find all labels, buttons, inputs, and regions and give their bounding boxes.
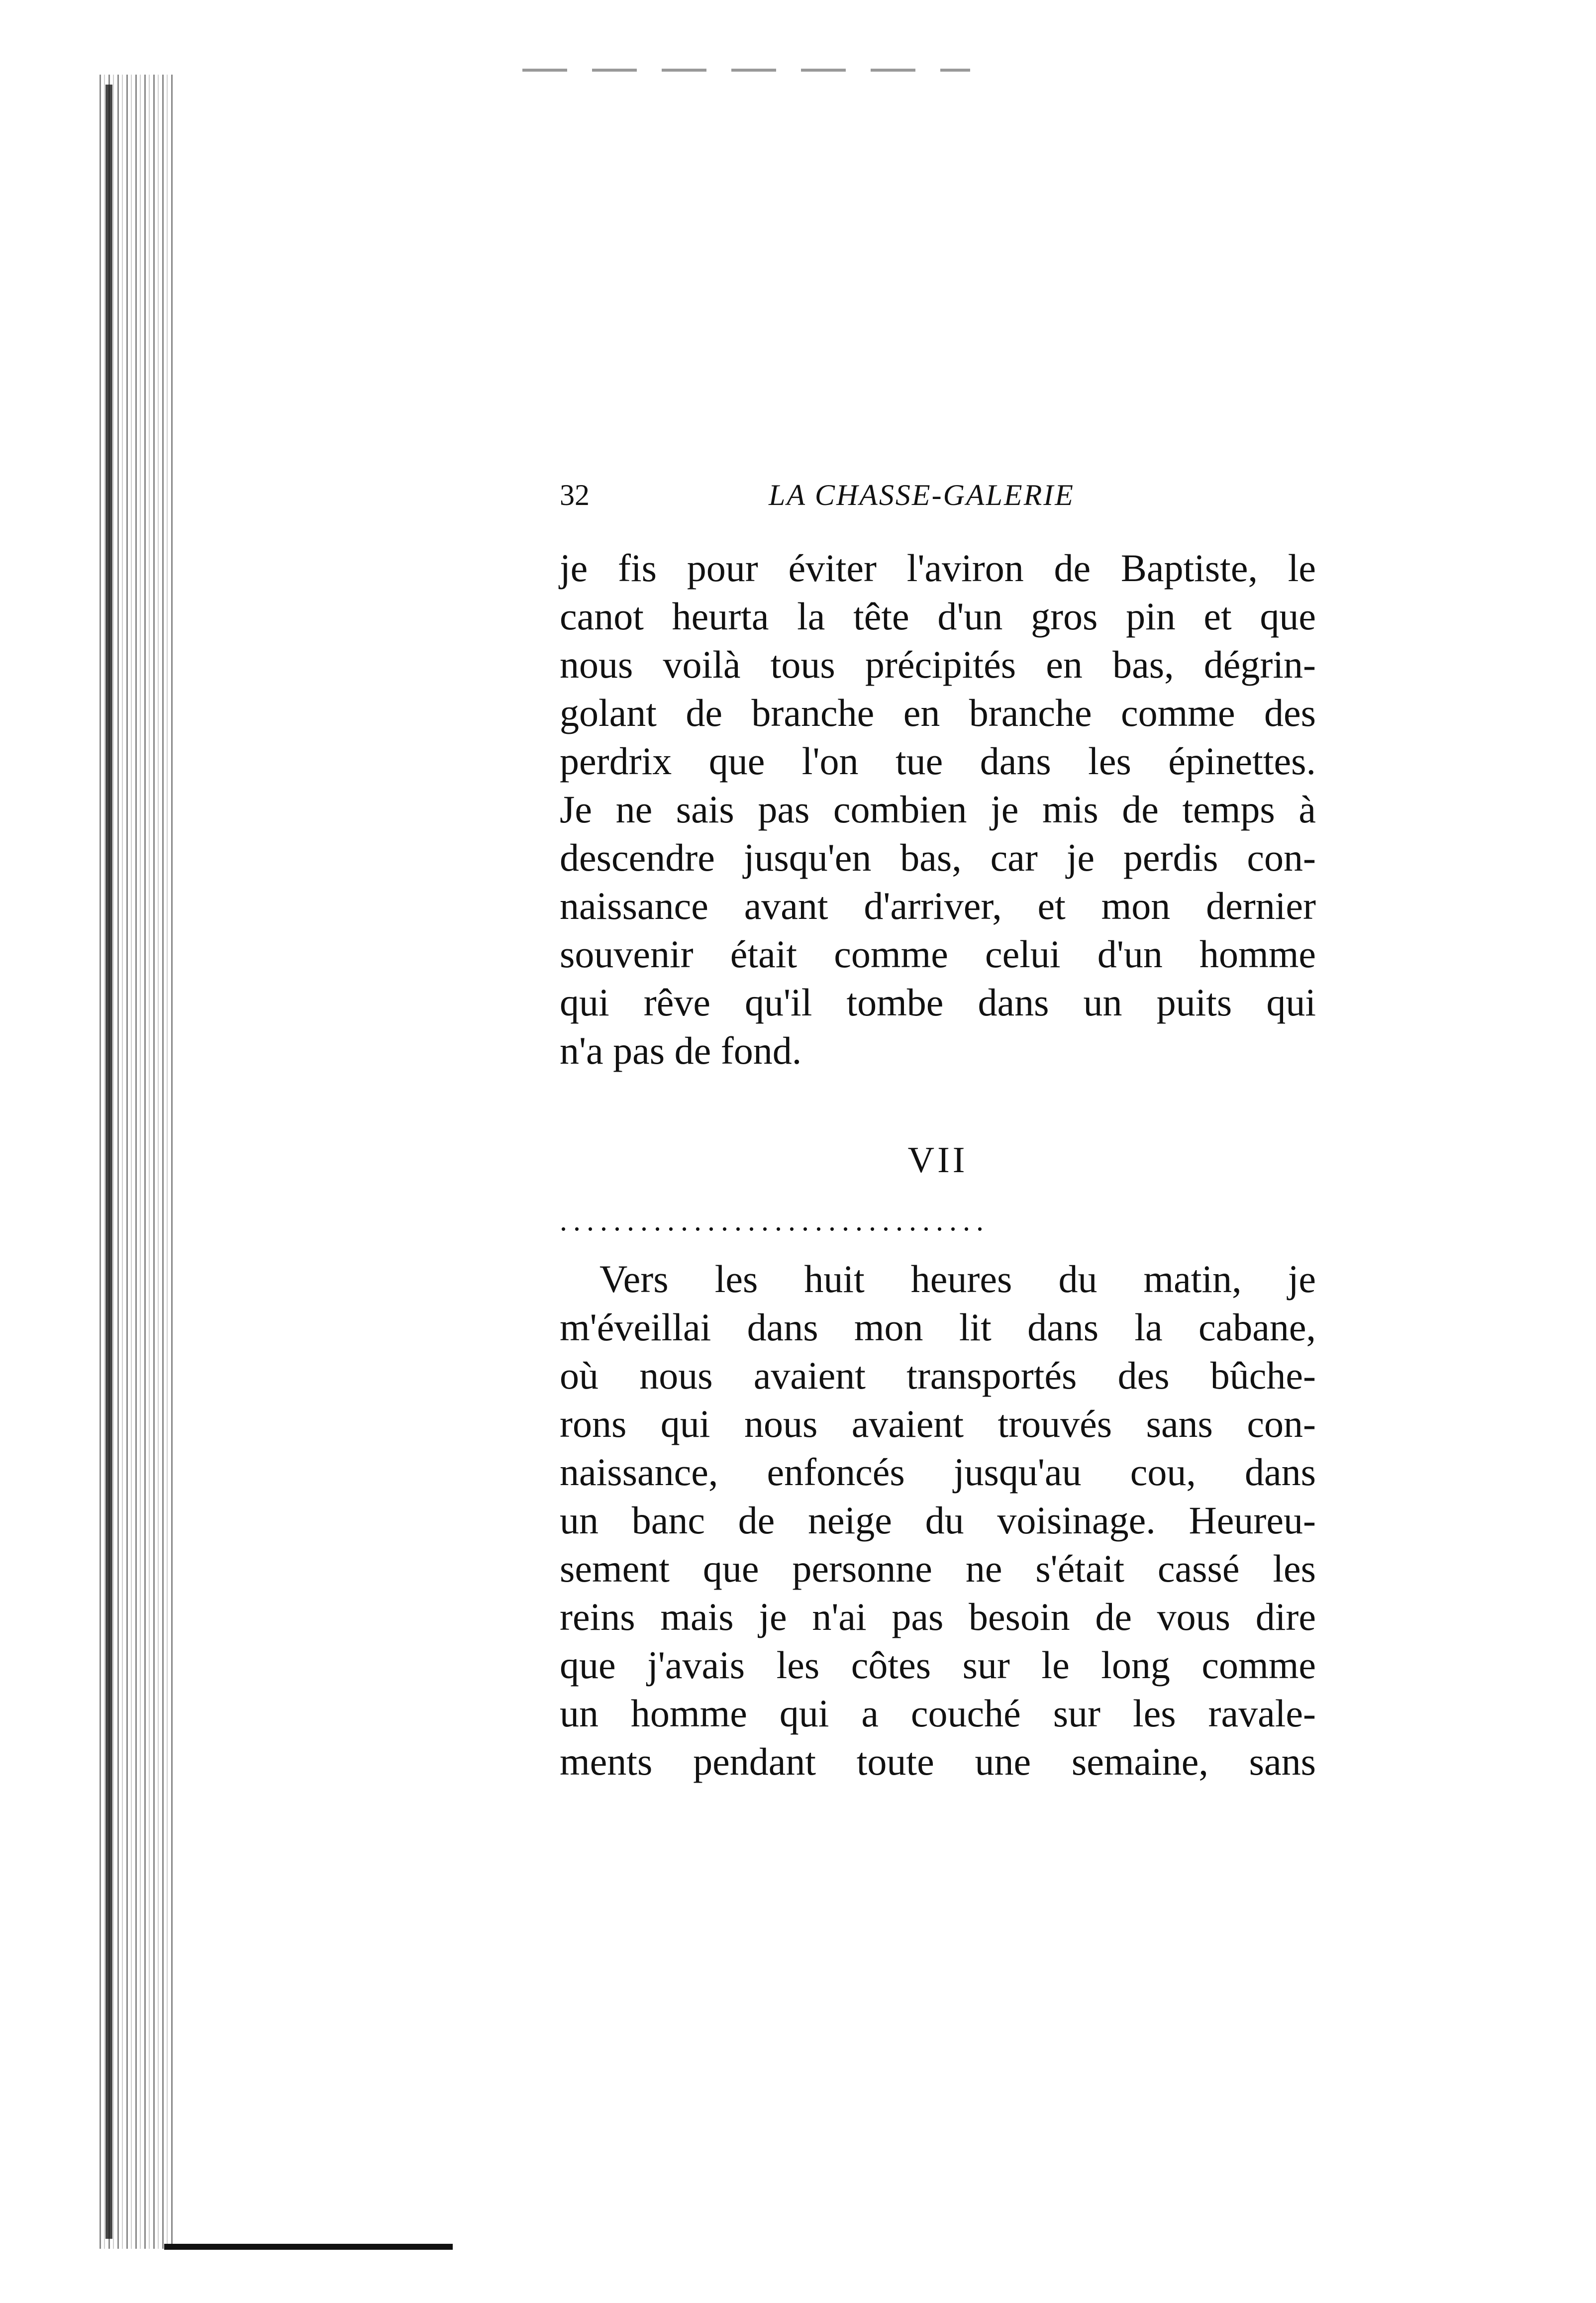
text-line: nous voilà tous précipités en bas, dégrin- xyxy=(560,643,1316,686)
text-line: ments pendant toute une semaine, sans xyxy=(560,1740,1316,1783)
text-line: qui rêve qu'il tombe dans un puits qui xyxy=(560,981,1316,1024)
text-line: descendre jusqu'en bas, car je perdis con- xyxy=(560,836,1316,879)
text-line: rons qui nous avaient trouvés sans con- xyxy=(560,1402,1316,1445)
scan-artifact-marks xyxy=(522,69,970,72)
section-separator-dots: ................................ xyxy=(560,1208,990,1233)
text-line: canot heurta la tête d'un gros pin et que xyxy=(560,595,1316,638)
text-line: naissance, enfoncés jusqu'au cou, dans xyxy=(560,1450,1316,1494)
text-line: golant de branche en branche comme des xyxy=(560,691,1316,734)
running-title: LA CHASSE-GALERIE xyxy=(769,479,1075,511)
section-heading: VII xyxy=(907,1140,968,1181)
text-line: naissance avant d'arriver, et mon dernier xyxy=(560,884,1316,927)
text-line: où nous avaient transportés des bûche- xyxy=(560,1354,1316,1397)
text-line: perdrix que l'on tue dans les épinettes. xyxy=(560,739,1316,783)
text-line: reins mais je n'ai pas besoin de vous dire xyxy=(560,1595,1316,1638)
page-number: 32 xyxy=(560,479,590,511)
text-line: un banc de neige du voisinage. Heureu- xyxy=(560,1499,1316,1542)
text-line: que j'avais les côtes sur le long comme xyxy=(560,1643,1316,1687)
page-binding-shadow xyxy=(105,85,112,2239)
text-line: sement que personne ne s'était cassé les xyxy=(560,1547,1316,1590)
text-line: n'a pas de fond. xyxy=(560,1029,802,1072)
bottom-edge-rule xyxy=(164,2244,453,2250)
running-header xyxy=(560,473,1316,517)
text-line: je fis pour éviter l'aviron de Baptiste, le xyxy=(560,546,1316,590)
paragraph-section-vii xyxy=(560,1255,1316,1786)
paragraph-continued xyxy=(560,544,1316,1075)
text-line: souvenir était comme celui d'un homme xyxy=(560,932,1316,976)
text-line: un homme qui a couché sur les ravale- xyxy=(560,1692,1316,1735)
text-line: Vers les huit heures du matin, je xyxy=(599,1257,1316,1301)
text-line: m'éveillai dans mon lit dans la cabane, xyxy=(560,1305,1316,1349)
text-line: Je ne sais pas combien je mis de temps à xyxy=(560,788,1316,831)
